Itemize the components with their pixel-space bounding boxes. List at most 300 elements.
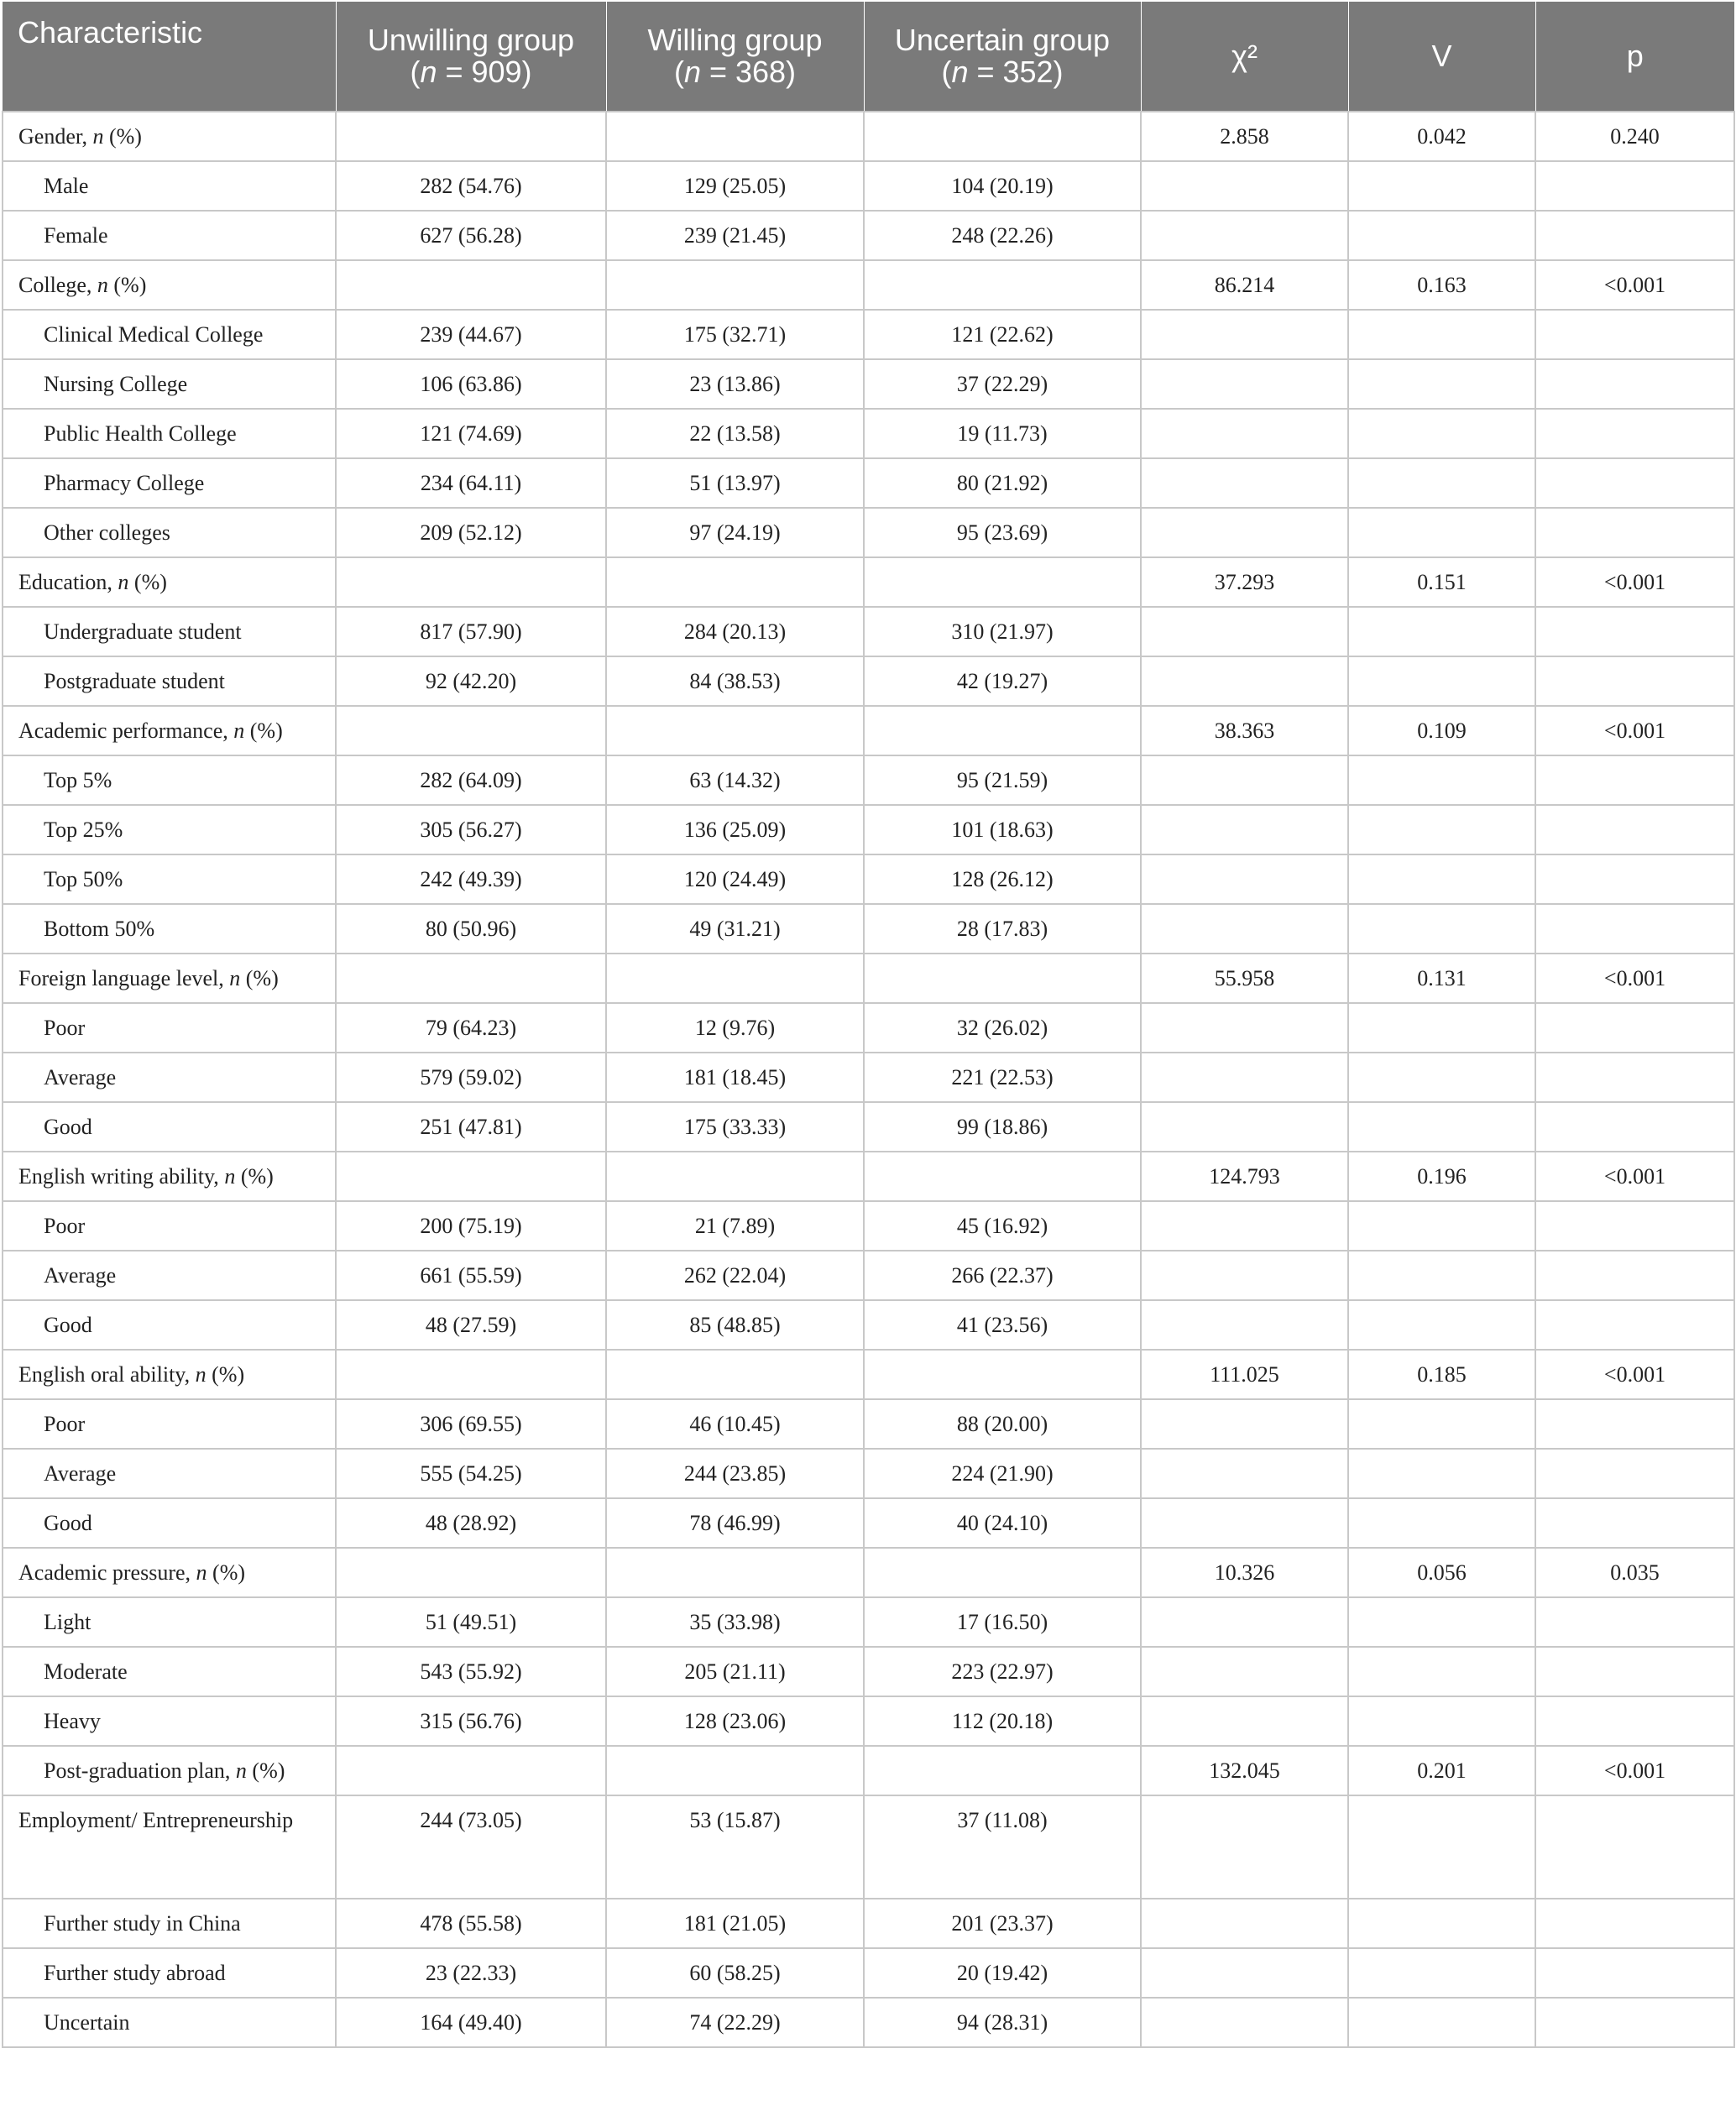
cell-p [1535,1399,1734,1449]
cell-unwilling: 817 (57.90) [336,607,606,656]
cell-chi2 [1141,310,1348,359]
cell-willing: 128 (23.06) [606,1696,864,1746]
cell-chi2 [1141,1201,1348,1251]
cell-p [1535,409,1734,458]
cell-unwilling: 478 (55.58) [336,1899,606,1948]
cell-chi2 [1141,1597,1348,1647]
cell-unwilling: 48 (27.59) [336,1300,606,1350]
row-label: Other colleges [3,508,336,557]
cell-willing: 97 (24.19) [606,508,864,557]
cell-p [1535,1795,1734,1899]
cell-chi2 [1141,359,1348,409]
cell-chi2 [1141,1102,1348,1152]
cell-uncertain: 20 (19.42) [864,1948,1141,1998]
cell-v [1348,1696,1535,1746]
row-label: Good [3,1300,336,1350]
cell-uncertain: 40 (24.10) [864,1498,1141,1548]
cell-unwilling: 315 (56.76) [336,1696,606,1746]
header-unwilling-n: (n = 909) [410,55,532,89]
cell-chi2: 132.045 [1141,1746,1348,1795]
cell-unwilling [336,954,606,1003]
cell-uncertain: 128 (26.12) [864,854,1141,904]
row-label: Poor [3,1003,336,1053]
cell-uncertain: 221 (22.53) [864,1053,1141,1102]
row-label: Academic performance, n (%) [3,706,336,755]
cell-p [1535,359,1734,409]
table-row [3,1449,1734,1498]
table-row [3,656,1734,706]
cell-willing [606,1152,864,1201]
cell-unwilling: 234 (64.11) [336,458,606,508]
cell-p: 0.035 [1535,1548,1734,1597]
cell-v: 0.185 [1348,1350,1535,1399]
cell-v: 0.042 [1348,112,1535,161]
cell-unwilling: 79 (64.23) [336,1003,606,1053]
cell-p [1535,656,1734,706]
cell-willing: 74 (22.29) [606,1998,864,2047]
cell-p [1535,1647,1734,1696]
table-row [3,112,1734,161]
row-label: Gender, n (%) [3,112,336,161]
cell-uncertain: 41 (23.56) [864,1300,1141,1350]
cell-v [1348,1647,1535,1696]
cell-uncertain: 224 (21.90) [864,1449,1141,1498]
table-row [3,211,1734,260]
row-label: Male [3,161,336,211]
cell-v [1348,1498,1535,1548]
cell-v [1348,1251,1535,1300]
cell-unwilling: 51 (49.51) [336,1597,606,1647]
row-label: Employment/ Entrepreneurship [3,1795,336,1899]
row-label: Postgraduate student [3,656,336,706]
header-unwilling [336,2,606,112]
cell-p: <0.001 [1535,557,1734,607]
row-label: Poor [3,1399,336,1449]
table-row [3,508,1734,557]
cell-p [1535,755,1734,805]
cell-chi2 [1141,1449,1348,1498]
cell-uncertain: 42 (19.27) [864,656,1141,706]
characteristics-table [2,2,1735,2048]
cell-v [1348,1948,1535,1998]
cell-uncertain [864,706,1141,755]
row-label: Foreign language level, n (%) [3,954,336,1003]
cell-chi2 [1141,1948,1348,1998]
cell-willing: 239 (21.45) [606,211,864,260]
cell-uncertain [864,1350,1141,1399]
cell-v [1348,755,1535,805]
header-willing-label: Willing group [647,23,823,57]
cell-unwilling: 80 (50.96) [336,904,606,954]
cell-p [1535,1948,1734,1998]
cell-willing [606,1350,864,1399]
cell-willing: 23 (13.86) [606,359,864,409]
cell-unwilling [336,1746,606,1795]
cell-chi2 [1141,1399,1348,1449]
cell-uncertain: 101 (18.63) [864,805,1141,854]
cell-willing: 51 (13.97) [606,458,864,508]
cell-uncertain: 121 (22.62) [864,310,1141,359]
cell-willing: 262 (22.04) [606,1251,864,1300]
header-uncertain [864,2,1141,112]
row-label: Top 25% [3,805,336,854]
cell-p [1535,1201,1734,1251]
cell-uncertain [864,1548,1141,1597]
cell-uncertain [864,1746,1141,1795]
cell-willing: 129 (25.05) [606,161,864,211]
cell-willing: 22 (13.58) [606,409,864,458]
cell-uncertain: 32 (26.02) [864,1003,1141,1053]
cell-chi2 [1141,1696,1348,1746]
table-row [3,260,1734,310]
row-label: English oral ability, n (%) [3,1350,336,1399]
cell-chi2 [1141,1003,1348,1053]
cell-v: 0.109 [1348,706,1535,755]
cell-v [1348,805,1535,854]
table-row [3,1746,1734,1795]
table-row [3,904,1734,954]
row-label: Average [3,1251,336,1300]
cell-willing: 78 (46.99) [606,1498,864,1548]
table-row [3,1899,1734,1948]
cell-chi2: 55.958 [1141,954,1348,1003]
cell-v: 0.151 [1348,557,1535,607]
header-willing [606,2,864,112]
cell-unwilling: 242 (49.39) [336,854,606,904]
cell-willing: 35 (33.98) [606,1597,864,1647]
cell-willing: 181 (21.05) [606,1899,864,1948]
cell-chi2: 10.326 [1141,1548,1348,1597]
row-label: Further study in China [3,1899,336,1948]
cell-chi2: 37.293 [1141,557,1348,607]
cell-uncertain: 37 (22.29) [864,359,1141,409]
cell-v [1348,1449,1535,1498]
cell-p: <0.001 [1535,706,1734,755]
cell-willing [606,1548,864,1597]
cell-unwilling: 282 (64.09) [336,755,606,805]
cell-uncertain [864,557,1141,607]
cell-uncertain: 94 (28.31) [864,1998,1141,2047]
cell-willing: 175 (33.33) [606,1102,864,1152]
row-label: Average [3,1449,336,1498]
table-row [3,607,1734,656]
cell-unwilling: 305 (56.27) [336,805,606,854]
cell-uncertain: 310 (21.97) [864,607,1141,656]
cell-willing [606,1746,864,1795]
cell-v: 0.163 [1348,260,1535,310]
cell-unwilling: 627 (56.28) [336,211,606,260]
cell-unwilling [336,557,606,607]
cell-uncertain: 99 (18.86) [864,1102,1141,1152]
cell-v [1348,508,1535,557]
cell-willing: 85 (48.85) [606,1300,864,1350]
cell-chi2 [1141,1251,1348,1300]
cell-p [1535,161,1734,211]
table-row [3,1152,1734,1201]
cell-p [1535,211,1734,260]
cell-p [1535,854,1734,904]
cell-willing [606,954,864,1003]
cell-v [1348,1998,1535,2047]
table-header [3,2,1734,112]
table-row [3,854,1734,904]
cell-chi2 [1141,904,1348,954]
cell-p [1535,1003,1734,1053]
cell-chi2 [1141,1498,1348,1548]
cell-p [1535,904,1734,954]
table-row [3,1102,1734,1152]
cell-willing: 284 (20.13) [606,607,864,656]
table-row [3,557,1734,607]
cell-chi2 [1141,1300,1348,1350]
cell-willing: 12 (9.76) [606,1003,864,1053]
cell-willing: 63 (14.32) [606,755,864,805]
table-row [3,1201,1734,1251]
cell-uncertain [864,954,1141,1003]
cell-willing [606,260,864,310]
cell-p [1535,805,1734,854]
header-willing-n: (n = 368) [673,55,797,89]
cell-unwilling: 555 (54.25) [336,1449,606,1498]
cell-willing: 53 (15.87) [606,1795,864,1899]
row-label: Poor [3,1201,336,1251]
cell-unwilling: 543 (55.92) [336,1647,606,1696]
cell-unwilling: 48 (28.92) [336,1498,606,1548]
cell-chi2 [1141,1795,1348,1899]
cell-p [1535,1998,1734,2047]
cell-p [1535,1053,1734,1102]
header-chi2: χ² [1141,2,1348,112]
cell-unwilling: 306 (69.55) [336,1399,606,1449]
cell-unwilling [336,1152,606,1201]
row-label: Top 50% [3,854,336,904]
cell-uncertain: 266 (22.37) [864,1251,1141,1300]
cell-willing: 120 (24.49) [606,854,864,904]
cell-p: <0.001 [1535,1350,1734,1399]
table-row [3,755,1734,805]
cell-unwilling: 106 (63.86) [336,359,606,409]
cell-unwilling: 251 (47.81) [336,1102,606,1152]
row-label: Undergraduate student [3,607,336,656]
cell-chi2 [1141,161,1348,211]
cell-willing [606,557,864,607]
cell-uncertain: 223 (22.97) [864,1647,1141,1696]
cell-chi2 [1141,656,1348,706]
cell-v [1348,1102,1535,1152]
table-row [3,310,1734,359]
table-row [3,1053,1734,1102]
table-row [3,954,1734,1003]
cell-unwilling: 282 (54.76) [336,161,606,211]
cell-v [1348,1399,1535,1449]
cell-p: <0.001 [1535,954,1734,1003]
cell-uncertain: 95 (23.69) [864,508,1141,557]
cell-v [1348,1899,1535,1948]
cell-p: <0.001 [1535,260,1734,310]
cell-p [1535,1498,1734,1548]
row-label: Average [3,1053,336,1102]
cell-p [1535,508,1734,557]
cell-willing: 136 (25.09) [606,805,864,854]
cell-unwilling: 164 (49.40) [336,1998,606,2047]
row-label: Good [3,1102,336,1152]
row-label: Post-graduation plan, n (%) [3,1746,336,1795]
header-uncertain-n: (n = 352) [941,55,1064,89]
table-row [3,706,1734,755]
cell-chi2: 2.858 [1141,112,1348,161]
cell-uncertain: 104 (20.19) [864,161,1141,211]
cell-uncertain [864,1152,1141,1201]
table-row [3,1548,1734,1597]
cell-chi2 [1141,508,1348,557]
row-label: Good [3,1498,336,1548]
cell-chi2 [1141,854,1348,904]
table-row [3,161,1734,211]
cell-chi2: 38.363 [1141,706,1348,755]
cell-v: 0.131 [1348,954,1535,1003]
cell-v [1348,854,1535,904]
cell-uncertain: 28 (17.83) [864,904,1141,954]
cell-v [1348,1300,1535,1350]
cell-v: 0.196 [1348,1152,1535,1201]
cell-uncertain: 88 (20.00) [864,1399,1141,1449]
cell-chi2 [1141,1053,1348,1102]
cell-p: <0.001 [1535,1746,1734,1795]
table-row [3,1948,1734,1998]
cell-v [1348,359,1535,409]
row-label: Female [3,211,336,260]
table-row [3,1696,1734,1746]
cell-p [1535,607,1734,656]
table-row [3,1498,1734,1548]
header-characteristic: Characteristic [3,2,336,112]
table-row [3,1597,1734,1647]
cell-uncertain: 201 (23.37) [864,1899,1141,1948]
cell-unwilling [336,706,606,755]
cell-v [1348,458,1535,508]
cell-willing [606,706,864,755]
cell-uncertain: 19 (11.73) [864,409,1141,458]
cell-willing: 244 (23.85) [606,1449,864,1498]
cell-chi2 [1141,1899,1348,1948]
cell-v [1348,656,1535,706]
cell-p: 0.240 [1535,112,1734,161]
table-row [3,1350,1734,1399]
cell-unwilling: 244 (73.05) [336,1795,606,1899]
cell-p [1535,1597,1734,1647]
cell-unwilling [336,260,606,310]
cell-willing: 49 (31.21) [606,904,864,954]
table-row [3,1399,1734,1449]
cell-p [1535,1300,1734,1350]
row-label: Public Health College [3,409,336,458]
cell-p [1535,1899,1734,1948]
cell-chi2 [1141,805,1348,854]
cell-unwilling [336,1548,606,1597]
row-label: Uncertain [3,1998,336,2047]
row-label: Further study abroad [3,1948,336,1998]
cell-uncertain: 80 (21.92) [864,458,1141,508]
cell-v: 0.056 [1348,1548,1535,1597]
table-row [3,1795,1734,1899]
cell-v [1348,1003,1535,1053]
cell-unwilling: 200 (75.19) [336,1201,606,1251]
header-unwilling-label: Unwilling group [367,23,575,57]
header-p: p [1535,2,1734,112]
cell-willing: 21 (7.89) [606,1201,864,1251]
cell-unwilling [336,1350,606,1399]
cell-unwilling: 579 (59.02) [336,1053,606,1102]
row-label: Bottom 50% [3,904,336,954]
cell-p [1535,458,1734,508]
cell-v [1348,607,1535,656]
cell-v: 0.201 [1348,1746,1535,1795]
table-row [3,409,1734,458]
cell-p: <0.001 [1535,1152,1734,1201]
row-label: Heavy [3,1696,336,1746]
row-label: Education, n (%) [3,557,336,607]
cell-willing: 205 (21.11) [606,1647,864,1696]
cell-unwilling: 121 (74.69) [336,409,606,458]
cell-willing: 60 (58.25) [606,1948,864,1998]
cell-v [1348,310,1535,359]
cell-p [1535,1696,1734,1746]
cell-chi2 [1141,1998,1348,2047]
row-label: English writing ability, n (%) [3,1152,336,1201]
cell-p [1535,1251,1734,1300]
cell-willing: 181 (18.45) [606,1053,864,1102]
cell-v [1348,1597,1535,1647]
table-row [3,359,1734,409]
row-label: Clinical Medical College [3,310,336,359]
table-row [3,1647,1734,1696]
cell-uncertain: 45 (16.92) [864,1201,1141,1251]
cell-uncertain: 112 (20.18) [864,1696,1141,1746]
cell-chi2 [1141,458,1348,508]
cell-uncertain: 17 (16.50) [864,1597,1141,1647]
cell-willing: 175 (32.71) [606,310,864,359]
cell-v [1348,1795,1535,1899]
cell-uncertain: 95 (21.59) [864,755,1141,805]
cell-unwilling [336,112,606,161]
cell-v [1348,904,1535,954]
cell-willing: 46 (10.45) [606,1399,864,1449]
cell-unwilling: 92 (42.20) [336,656,606,706]
table-row [3,1998,1734,2047]
cell-v [1348,1053,1535,1102]
table-row [3,805,1734,854]
cell-v [1348,1201,1535,1251]
cell-v [1348,161,1535,211]
table-body [3,112,1734,2047]
row-label: Light [3,1597,336,1647]
cell-unwilling: 239 (44.67) [336,310,606,359]
row-label: Pharmacy College [3,458,336,508]
cell-uncertain: 37 (11.08) [864,1795,1141,1899]
cell-uncertain [864,112,1141,161]
cell-chi2: 124.793 [1141,1152,1348,1201]
header-uncertain-label: Uncertain group [894,23,1111,57]
cell-v [1348,409,1535,458]
row-label: Academic pressure, n (%) [3,1548,336,1597]
cell-p [1535,1102,1734,1152]
cell-p [1535,1449,1734,1498]
cell-willing [606,112,864,161]
cell-unwilling: 209 (52.12) [336,508,606,557]
cell-uncertain: 248 (22.26) [864,211,1141,260]
row-label: Moderate [3,1647,336,1696]
cell-chi2 [1141,409,1348,458]
